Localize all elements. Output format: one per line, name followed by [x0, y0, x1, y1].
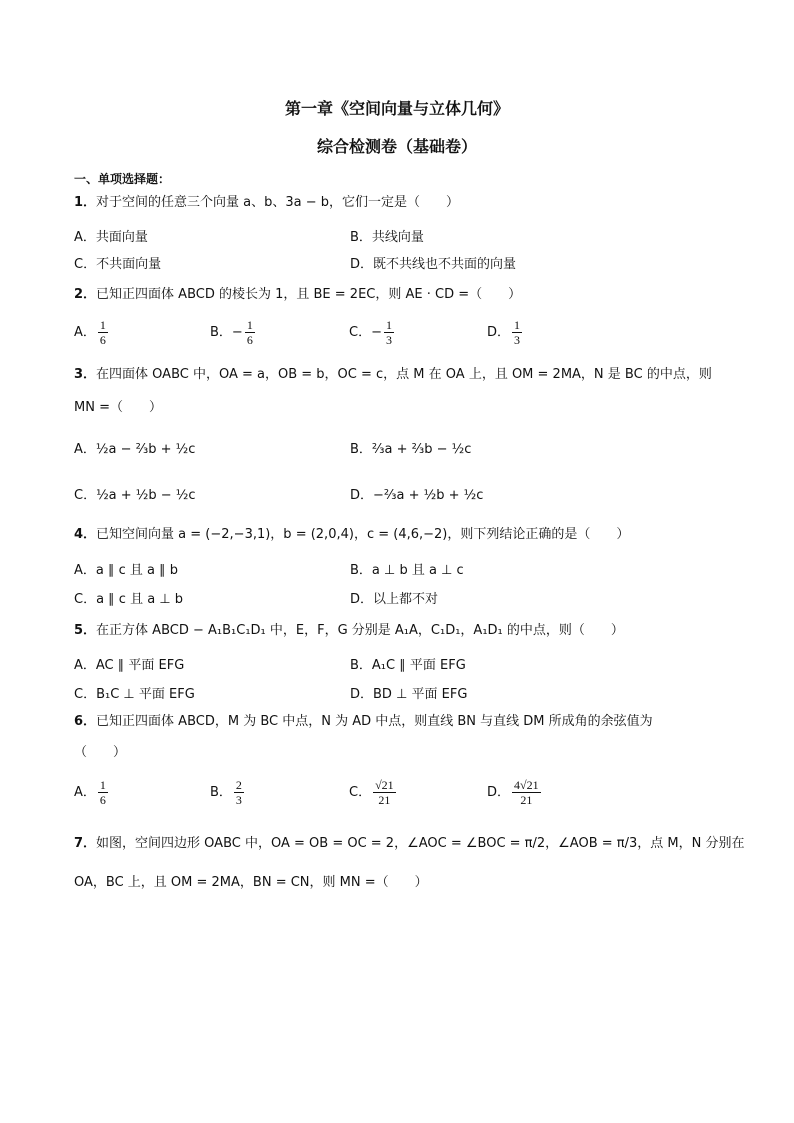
question-text: 在四面体 OABC 中，OA = a，OB = b，OC = c，点 M 在 OA 上，且 OM = 2MA，N 是 BC 的中点，则	[96, 367, 712, 382]
section-heading: 一、单项选择题：	[74, 172, 171, 186]
numerator: √21	[375, 778, 394, 792]
q4-option-a: A．a ∥ c 且 a ∥ b	[74, 563, 179, 578]
q6-option-a	[74, 778, 110, 807]
fraction	[512, 778, 541, 807]
q6-option-d	[487, 778, 543, 807]
q5-option-b: B．A₁C ∥ 平面 EFG	[350, 658, 466, 673]
q4-option-c: C．a ∥ c 且 a ⊥ b	[74, 592, 184, 607]
numerator: 1	[99, 778, 106, 792]
q3-option-d: D．−⅔a + ½b + ½c	[350, 488, 484, 503]
question-number: 6．	[74, 714, 97, 729]
q4-option-b: B．a ⊥ b 且 a ⊥ c	[350, 563, 464, 578]
fraction	[373, 778, 396, 807]
question-text: 已知正四面体 ABCD 的棱长为 1，且 BE = 2EC，则 AE · CD =（ ）	[96, 287, 522, 302]
page-subtitle: 综合检测卷（基础卷）	[316, 137, 477, 156]
question-6-stem-continued: （ ）	[74, 745, 127, 760]
option-label: B．	[210, 785, 232, 800]
question-3-stem-continued: MN =（ ）	[74, 400, 162, 415]
q5-option-d: D．BD ⊥ 平面 EFG	[350, 687, 468, 702]
question-text: 已知空间向量 a = (−2,−3,1)，b = (2,0,4)，c = (4,6,−2)，则下列结论正确的是（ ）	[96, 527, 630, 542]
denominator: 3	[235, 793, 242, 807]
question-number: 5．	[74, 623, 97, 638]
question-number: 2．	[74, 287, 97, 302]
q1-option-a: A．共面向量	[74, 230, 148, 245]
question-number: 1．	[74, 195, 97, 210]
q4-option-d: D．以上都不对	[350, 592, 439, 607]
question-3-stem	[74, 363, 712, 382]
q5-option-c: C．B₁C ⊥ 平面 EFG	[74, 687, 195, 702]
numerator: 1	[514, 318, 521, 332]
question-number: 3．	[74, 367, 97, 382]
q1-option-d: D．既不共线也不共面的向量	[350, 257, 517, 272]
q1-option-b: B．共线向量	[350, 230, 424, 245]
option-label: D．	[487, 785, 511, 800]
question-text: 对于空间的任意三个向量 a、b、3a − b，它们一定是（ ）	[96, 195, 460, 210]
option-label: B．−	[210, 325, 243, 340]
q6-option-b	[210, 778, 246, 807]
option-label: A．	[74, 325, 96, 340]
numerator: 1	[385, 318, 392, 332]
page-title: 第一章《空间向量与立体几何》	[284, 99, 509, 118]
fraction	[98, 778, 108, 807]
question-number: 7．	[74, 836, 97, 851]
q3-option-b: B．⅔a + ⅔b − ½c	[350, 442, 472, 457]
q6-option-c	[349, 778, 398, 807]
denominator: 6	[246, 333, 253, 347]
question-1-stem	[74, 191, 459, 210]
question-text: 如图，空间四边形 OABC 中，OA = OB = OC = 2，∠AOC = ∠BOC = π/2，∠AOB = π/3，点 M，N 分别在	[96, 836, 745, 851]
option-label: C．	[349, 785, 372, 800]
denominator: 21	[378, 793, 391, 807]
q2-option-b	[210, 318, 257, 347]
question-7-stem	[74, 832, 744, 851]
fraction	[245, 318, 255, 347]
q1-option-c: C．不共面向量	[74, 257, 162, 272]
option-label: C．−	[349, 325, 382, 340]
denominator: 3	[514, 333, 521, 347]
fraction	[512, 318, 522, 347]
q2-option-d	[487, 318, 524, 347]
question-7-stem-continued: OA，BC 上，且 OM = 2MA，BN = CN，则 MN =（ ）	[74, 875, 428, 890]
numerator: 1	[99, 318, 106, 332]
numerator: 4√21	[514, 778, 539, 792]
denominator: 3	[385, 333, 392, 347]
option-label: A．	[74, 785, 96, 800]
question-4-stem	[74, 523, 629, 542]
fraction	[98, 318, 108, 347]
numerator: 2	[235, 778, 242, 792]
question-6-stem	[74, 710, 653, 729]
q3-option-c: C．½a + ½b − ½c	[74, 488, 196, 503]
fraction	[384, 318, 394, 347]
numerator: 1	[246, 318, 253, 332]
option-label: D．	[487, 325, 511, 340]
denominator: 21	[520, 793, 533, 807]
fraction	[234, 778, 244, 807]
question-text: 在正方体 ABCD − A₁B₁C₁D₁ 中，E，F，G 分别是 A₁A，C₁D₁，A₁D₁ 的中点，则（ ）	[96, 623, 624, 638]
q3-option-a: A．½a − ⅔b + ½c	[74, 442, 196, 457]
question-number: 4．	[74, 527, 97, 542]
denominator: 6	[99, 333, 106, 347]
q2-option-a	[74, 318, 110, 347]
q5-option-a: A．AC ∥ 平面 EFG	[74, 658, 185, 673]
denominator: 6	[99, 793, 106, 807]
question-5-stem	[74, 619, 624, 638]
q2-option-c	[349, 318, 396, 347]
question-2-stem	[74, 283, 521, 302]
question-text: 已知正四面体 ABCD，M 为 BC 中点，N 为 AD 中点，则直线 BN 与直线 DM 所成角的余弦值为	[96, 714, 653, 729]
